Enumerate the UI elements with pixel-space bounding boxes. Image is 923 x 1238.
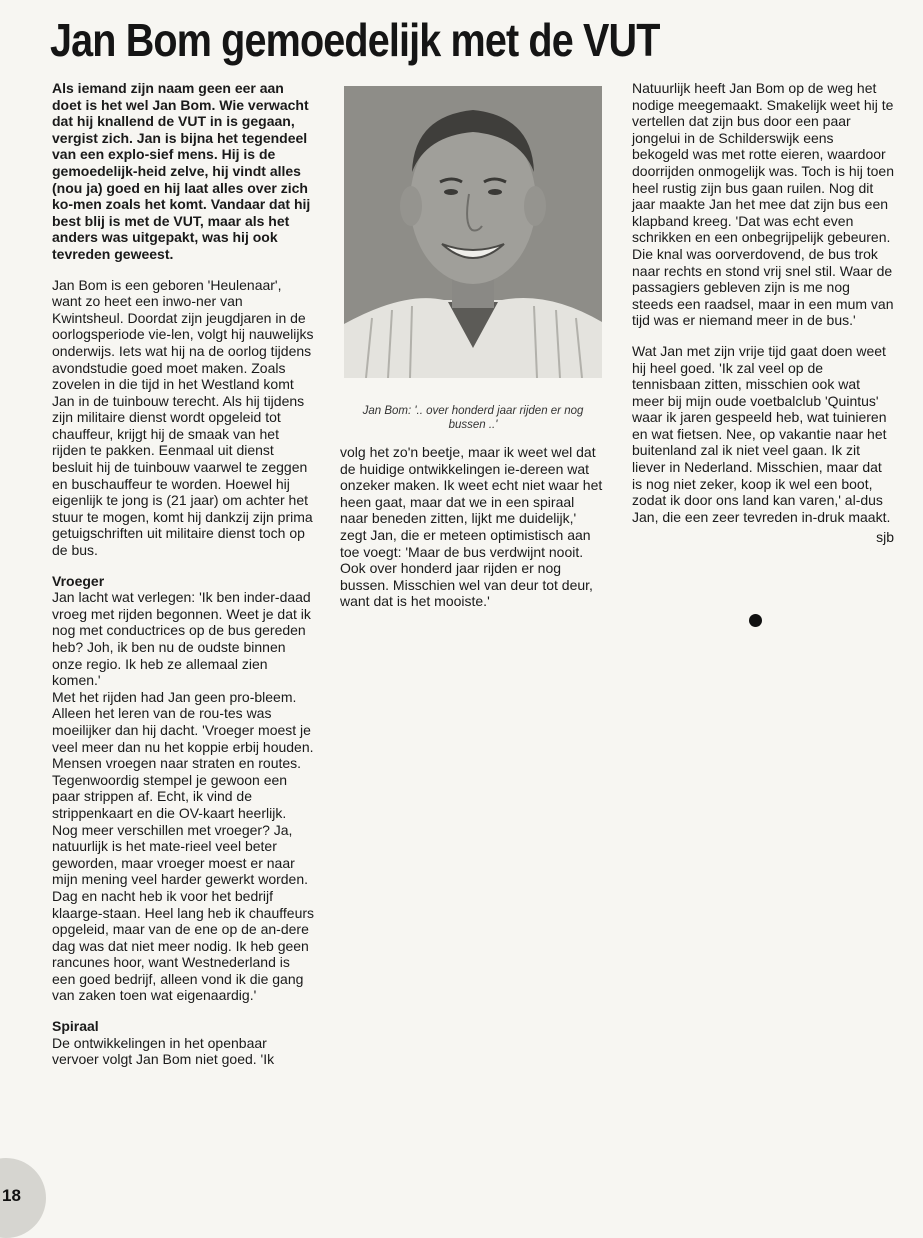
page-number: 18 <box>2 1186 21 1205</box>
paragraph-vroeger-body: Met het rijden had Jan geen pro-bleem. Alleen het leren van de rou-tes was moeilijker dan hij dacht. 'Vroeger moest je veel meer dan nu het koppie erbij houden. Mensen vroegen naar straten en routes. Tegenwoordig stempel je gewoon een paar strippen af. Echt, ik vind de strippenkaart en die OV-kaart heerlijk. Nog meer verschillen met vroeger? Ja, natuurlijk is het mate-rieel veel beter geworden, maar vroeger moest er naar mijn mening veel harder gewerkt worden. Dag en nacht heb ik voor het bedrijf klaarge-staan. Heel lang heb ik chauffeurs opgeleid, maar van de ene op de an-dere dag was dat niet meer nodig. Ik heb geen rancunes hoor, want Westnederland is een goed bedrijf, alleen vond ik die gang van zaken toen wat eigenaardig.' <box>52 688 315 1004</box>
column-right <box>632 80 894 546</box>
column-left <box>52 80 314 1068</box>
column-middle <box>340 444 605 610</box>
paragraph-intro: Jan Bom is een geboren 'Heulenaar', want zo heet een inwo-ner van Kwintsheul. Doordat zijn jeugdjaren in de oorlogsperiode vie-len, volgt hij nauwelijks onderwijs. Iets wat hij na de oorlog tijdens avondstudie goed moet maken. Zoals zovelen in die tijd in het Westland komt Jan in de tuinbouw terecht. Als hij tijdens zijn militaire dienst wordt opgeleid tot chauffeur, krijgt hij de smaak van het rijden te pakken. Eenmaal uit dienst besluit hij de tuinbouw vaarwel te zeggen en buschauffeur te worden. Hoewel hij eigenlijk te jong is (21 jaar) om achter het stuur te mogen, komt hij dankzij zijn prima getuigschriften uit militaire dienst toch op de bus. <box>52 276 314 559</box>
paragraph-spiraal-start: De ontwikkelingen in het openbaar vervoer volgt Jan Bom niet goed. 'Ik <box>52 1034 275 1068</box>
paragraph-free-time: Wat Jan met zijn vrije tijd gaat doen weet hij heel goed. 'Ik zal veel op de tennisbaan zitten, misschien ook wat meer bij mijn oude voetbalclub 'Quintus' waar ik jaren gespeeld heb, wat tuinieren en wat fietsen. Nee, op vakantie naar het buitenland zal ik niet veel gaan. Ik zit liever in Nederland. Misschien, maar dat is nog niet zeker, koop ik wel een boot, zodat ik door ons land kan varen,' al-dus Jan, die een zeer tevreden in-druk maakt. <box>632 342 891 525</box>
paragraph-vroeger-quote: Jan lacht wat verlegen: 'Ik ben inder-daad vroeg met rijden begonnen. Weet je dat ik nog met conductrices op de bus gereden heb? Joh, ik ben nu de oudste binnen onze regio. Ik heb ze allemaal zien komen.' <box>52 589 311 689</box>
subheading-spiraal: Spiraal <box>52 1018 99 1035</box>
article-title: Jan Bom gemoedelijk met de VUT <box>50 14 660 66</box>
article-end-mark <box>749 614 762 627</box>
article-lead: Als iemand zijn naam geen eer aan doet is het wel Jan Bom. Wie verwacht dat hij knallend de VUT in is gegaan, vergist zich. Jan is bijna het tegendeel van een explo-sief mens. Hij is de gemoedelijk-heid zelve, hij vindt alles (nou ja) goed en hij laat alles over zich ko-men zoals het komt. Vandaar dat hij best blij is met de VUT, maar als het anders was uitgepakt, was hij ook tevreden geweest. <box>52 80 311 262</box>
paragraph-anecdotes: Natuurlijk heeft Jan Bom op de weg het nodige meegemaakt. Smakelijk weet hij te vertellen dat zijn bus door een paar jongelui in de Schilderswijk eens bekogeld was met rotte eieren, waardoor doorrijden onmogelijk was. Toch is hij toen heel rustig zijn bus gaan ruilen. Nog dit jaar maakte Jan het mee dat zijn bus een klapband kreeg. 'Dat was echt even schrikken en een onbegrijpelijk gebeuren. Die knal was oorverdovend, de bus trok naar rechts en stond vrij snel stil. Waar de passagiers gebleven zijn is me nog steeds een raadsel, maar in een mum van tijd was er niemand meer in de bus.' <box>632 80 894 329</box>
paragraph-spiraal-continued: volg het zo'n beetje, maar ik weet wel dat de huidige ontwikkelingen ie-dereen wat onzeker maken. Ik weet echt niet waar het heen gaat, maar dat we in een spiraal naar beneden zitten, lijkt me duidelijk,' zegt Jan, die er meteen optimistisch aan toe voegt: 'Maar de bus verdwijnt nooit. Ook over honderd jaar rijden er nog bussen. Misschien wel van deur tot deur, want dat is het mooiste.' <box>340 444 603 610</box>
portrait-photo <box>344 86 602 378</box>
subheading-vroeger: Vroeger <box>52 572 105 589</box>
photo-caption: Jan Bom: '.. over honderd jaar rijden er nog bussen ..' <box>362 404 584 431</box>
portrait-illustration <box>344 86 602 378</box>
author-signature: sjb <box>876 529 894 546</box>
